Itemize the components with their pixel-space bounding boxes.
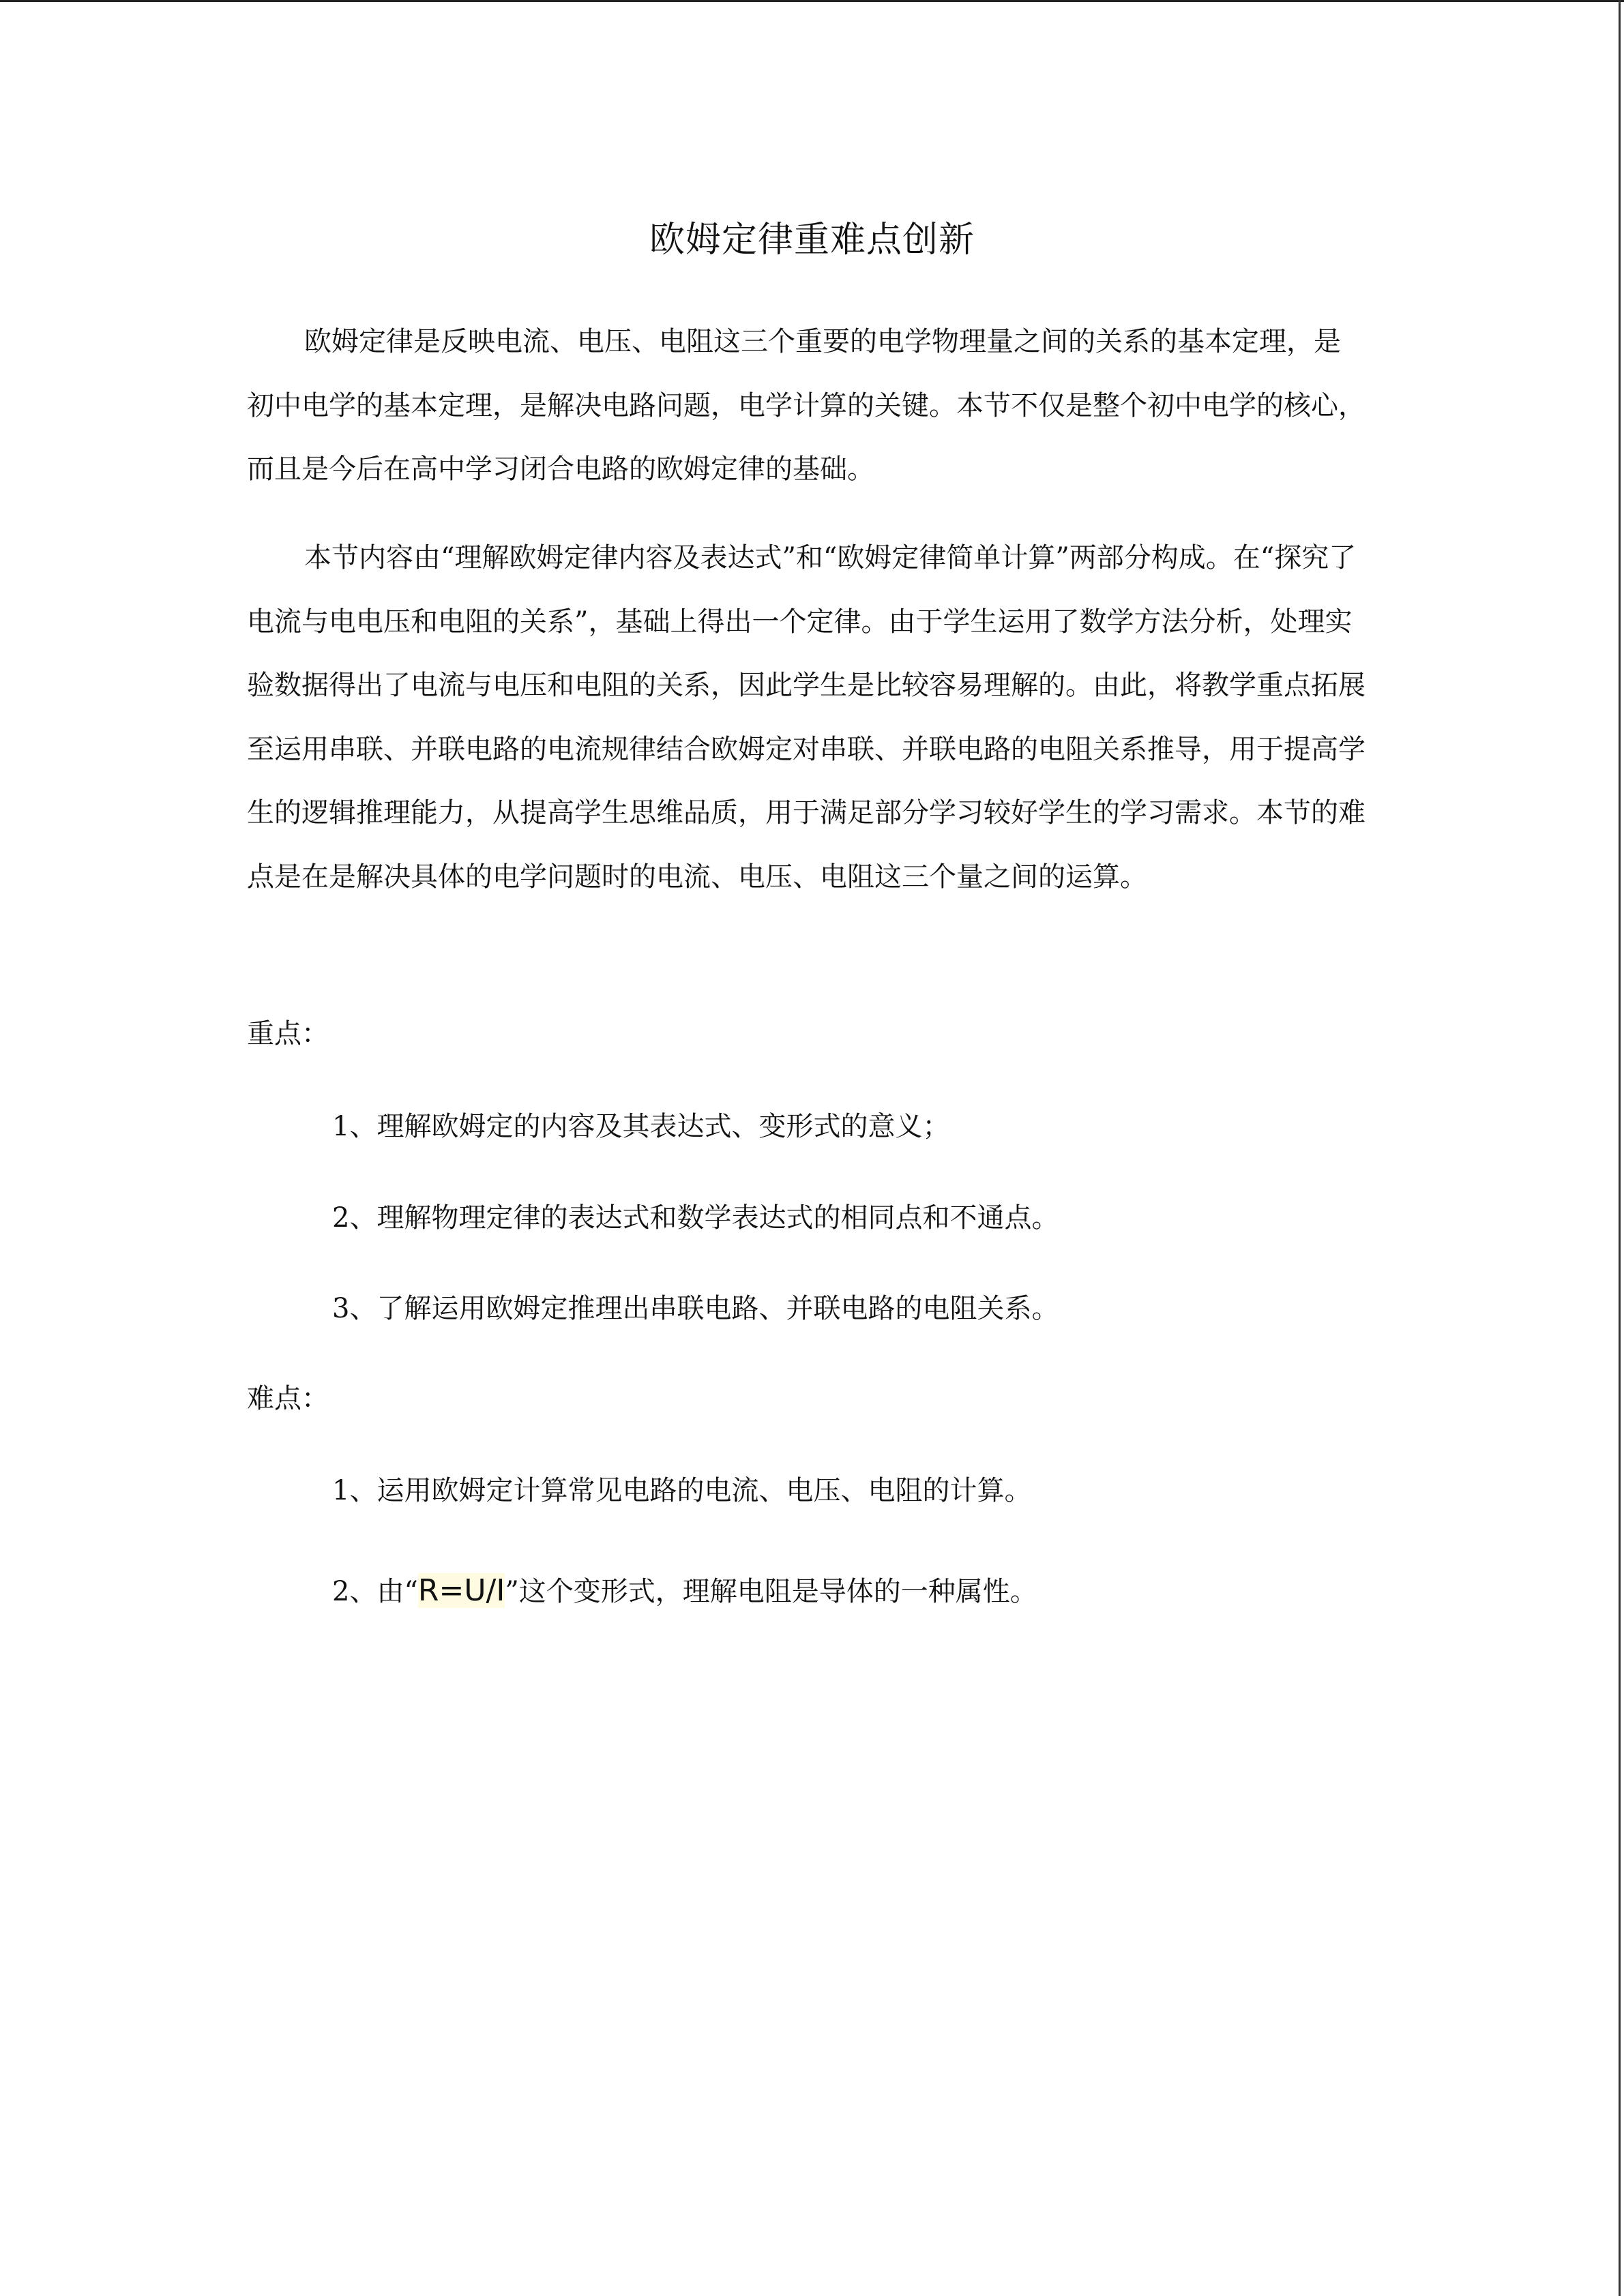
key-point-item-3: 3、了解运用欧姆定推理出串联电路、并联电路的电阻关系。 — [332, 1293, 1059, 1324]
difficult-point-item-2-suffix: ”这个变形式，理解电阻是导体的一种属性。 — [505, 1576, 1037, 1607]
key-point-item-2: 2、理解物理定律的表达式和数学表达式的相同点和不通点。 — [332, 1202, 1059, 1234]
intro-paragraph: 欧姆定律是反映电流、电压、电阻这三个重要的电学物理量之间的关系的基本定理，是初中电学的基本定理，是解决电路问题，电学计算的关键。本节不仅是整个初中电学的核心，而且是今后在高中学习闭合电路的欧姆定律的基础。 — [247, 326, 1365, 485]
difficult-point-item-2-prefix: 2、由“ — [332, 1576, 418, 1607]
difficult-point-item-1: 1、运用欧姆定计算常见电路的电流、电压、电阻的计算。 — [332, 1475, 1032, 1506]
difficult-point-item-2 — [332, 1559, 1355, 1624]
key-points-label: 重点： — [247, 1018, 329, 1049]
page-right-border — [1619, 0, 1621, 2296]
difficult-points-label: 难点： — [247, 1383, 329, 1414]
page-top-border — [0, 0, 1624, 2]
resistance-formula: R=U/I — [417, 1573, 505, 1608]
content-paragraph: 本节内容由“理解欧姆定律内容及表达式”和“欧姆定律简单计算”两部分构成。在“探究了电流与电电压和电阻的关系”，基础上得出一个定律。由于学生运用了数学方法分析，处理实验数据得出了电流与电压和电阻的关系，因此学生是比较容易理解的。由此，将教学重点拓展至运用串联、并联电路的电流规律结合欧姆定对串联、并联电路的电阻关系推导，用于提高学生的逻辑推理能力，从提高学生思维品质，用于满足部分学习较好学生的学习需求。本节的难点是在是解决具体的电学问题时的电流、电压、电阻这三个量之间的运算。 — [247, 542, 1365, 893]
document-title: 欧姆定律重难点创新 — [649, 220, 975, 260]
key-point-item-1: 1、理解欧姆定的内容及其表达式、变形式的意义； — [332, 1111, 950, 1142]
